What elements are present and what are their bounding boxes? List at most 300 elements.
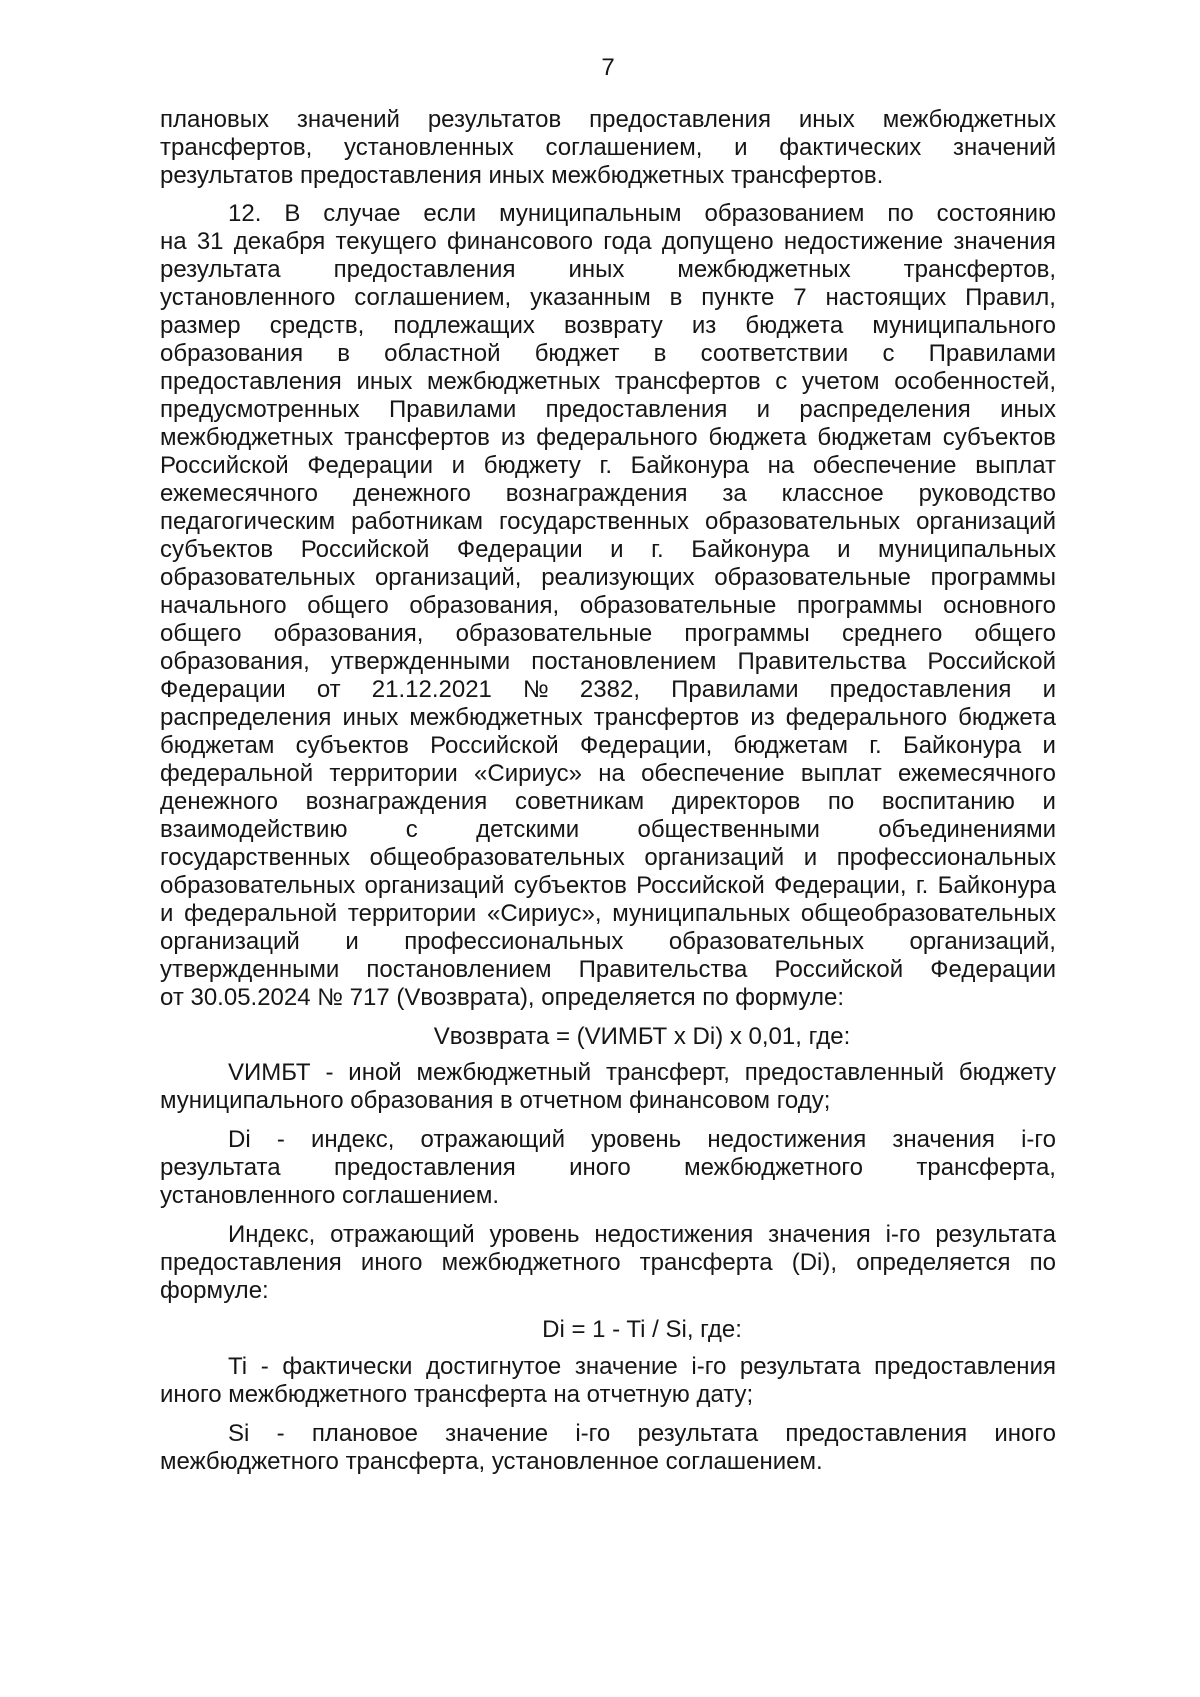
word: утвержденными [160,956,340,983]
word: иного [569,1154,631,1181]
word: выплат [975,452,1056,479]
word: воспитанию [881,788,1015,815]
paragraph-di-definition [160,1126,1056,1210]
word: образовательных [668,928,864,955]
word: объединениями [878,816,1056,843]
word: муниципальным [499,200,682,227]
text-line [160,424,1056,452]
word: бюджету [958,1059,1056,1086]
word: из [500,424,526,451]
word: предоставления [874,1353,1056,1380]
text-line [160,1126,1056,1154]
word: общеобразовательных [800,900,1056,927]
word: плановое [311,1420,418,1447]
word: и [734,134,748,161]
word: и [1042,732,1056,759]
word: соглашением, [545,134,703,161]
word: Российской [927,648,1056,675]
word: денежного [160,788,278,815]
word: В [284,200,301,227]
word: и [837,536,851,563]
word: с [882,340,895,367]
word: Федерации [307,452,433,479]
word: иных [798,106,855,133]
word: Российской [300,536,430,563]
text-line [160,676,1056,704]
word: и [451,452,466,479]
word: достигнутое [426,1353,562,1380]
word: и [160,900,174,927]
word: пункте [701,284,775,311]
text-line [160,340,1056,368]
text-line [160,956,1056,984]
page-number: 7 [601,54,615,81]
word: Федерации [456,536,583,563]
word: образования, [273,620,424,647]
word: трансферта [639,1249,773,1276]
word: обеспечение [812,452,957,479]
word: бюджета [708,424,807,451]
text-line [160,928,1056,956]
word: i-го [1021,1126,1056,1153]
text-line [160,256,1056,284]
text-line: формуле: [160,1277,269,1304]
word: бюджета [958,704,1056,731]
word: на [160,228,187,255]
word: индекс, [310,1126,395,1153]
text-line [160,508,1056,536]
text-line [160,1420,1056,1448]
text-line: установленного соглашением. [160,1182,500,1209]
word: субъектов [295,732,409,759]
word: трансфертов [614,368,761,395]
word: организаций [160,928,300,955]
word: общего [160,620,242,647]
word: № [523,676,549,703]
word: Федерации, [774,872,907,899]
word: подлежащих [393,312,535,339]
word: г. [599,452,612,479]
word: программы [797,592,923,619]
word: соглашением, [354,284,512,311]
word: областной [384,340,501,367]
word: обеспечение [641,760,785,787]
word: распределения [160,704,332,731]
word: ежемесячного [160,480,319,507]
word: допущено [661,228,774,255]
word: предусмотренных [160,396,360,423]
word: программы [930,564,1056,591]
text-line [160,788,1056,816]
word: предоставления [333,1154,516,1181]
word: и [610,536,624,563]
word: предоставления [545,396,728,423]
word: настоящих [825,284,947,311]
word: общего [974,620,1056,647]
word: 21.12.2021 [371,676,492,703]
text-line [160,284,1056,312]
word: трансфертов [593,704,740,731]
paragraph-si-definition [160,1420,1056,1476]
word: организаций [644,844,785,871]
word: отражающий [420,1126,566,1153]
word: межбюджетных [160,424,334,451]
word: организаций, [909,928,1056,955]
word: возврату [563,312,663,339]
word: педагогическим [160,508,336,535]
word: иных [342,704,399,731]
word: на [767,452,795,479]
word: государственных [498,508,689,535]
word: 2382, [579,676,640,703]
paragraph-continuation [160,106,1056,190]
text-line [160,106,1056,134]
word: в [337,340,350,367]
word: от [316,676,341,703]
word: руководство [918,480,1056,507]
word: по [1029,1249,1056,1276]
word: иного [994,1420,1056,1447]
text-line [160,1154,1056,1182]
word: финансового [446,228,594,255]
word: значения [768,1221,871,1248]
word: программы [684,620,810,647]
word: фактически [282,1353,413,1380]
word: территории [329,760,458,787]
word: Si [228,1420,250,1447]
word: профессиональных [404,928,624,955]
word: Российской [636,872,765,899]
word: недостижения [707,1126,867,1153]
word: образования, [409,592,560,619]
word: образовательные [714,564,911,591]
word: «Сириус», [486,900,602,927]
text-line [160,452,1056,480]
word: «Сириус» [474,760,582,787]
word: субъектов [513,872,627,899]
word: предоставленный [744,1059,945,1086]
word: бюджетам [733,732,848,759]
word: Правительства [737,648,907,675]
text-line [160,648,1056,676]
word: классное [781,480,884,507]
word: по [887,200,914,227]
word: межбюджетный [416,1059,592,1086]
word: средств, [269,312,365,339]
word: указанным [530,284,651,311]
word: Федерации [930,956,1056,983]
word: межбюджетного [684,1154,863,1181]
word: субъектов [942,424,1056,451]
word: реализующих [541,564,695,591]
word: определяется [856,1249,1011,1276]
word: общеобразовательных [369,844,625,871]
word: отражающий [330,1221,475,1248]
word: значений [296,106,400,133]
text-line [160,704,1056,732]
text-line [160,872,1056,900]
word: взаимодействию [160,816,348,843]
word: общественными [637,816,820,843]
word: Федерации, [579,732,713,759]
word: трансфертов, [160,134,313,161]
word: i-го [691,1353,727,1380]
word: советникам [514,788,645,815]
word: фактических [779,134,922,161]
word: значение [445,1420,549,1447]
word: образования, [160,648,310,675]
word: недостижение [783,228,944,255]
paragraph-index-intro [160,1221,1056,1305]
word: федерального [536,424,698,451]
text-line: результатов предоставления иных межбюджетных трансфертов. [160,162,884,189]
word: предоставления [160,1249,342,1276]
word: за [722,480,747,507]
text-line [160,134,1056,162]
word: значения [953,228,1056,255]
word: Индекс, [228,1221,316,1248]
word: значение [574,1353,678,1380]
word: иных [568,256,625,283]
word: образовательных [704,508,901,535]
word: бюджетам [817,424,932,451]
word: Правилами [388,396,517,423]
text-line [160,564,1056,592]
word: начального [160,592,287,619]
word: образовательные [579,592,777,619]
word: плановых [160,106,269,133]
paragraph-item-12 [160,200,1056,1012]
word: недостижения [594,1221,754,1248]
text-line: иного межбюджетного трансферта на отчетную дату; [160,1381,754,1408]
word: и [1042,676,1056,703]
word: работникам [351,508,483,535]
word: с [405,816,418,843]
text-line [160,1221,1056,1249]
word: i-го [885,1221,921,1248]
word: результата [637,1420,759,1447]
word: муниципальных [878,536,1056,563]
word: распределения [799,396,971,423]
word: случае [323,200,401,227]
word: иных [1000,396,1056,423]
word: результата [739,1353,861,1380]
word: трансферта, [916,1154,1056,1181]
word: г. [915,872,929,899]
word: денежного [352,480,471,507]
text-line [160,368,1056,396]
text-line [160,620,1056,648]
word: результатов [427,106,562,133]
word: основного [943,592,1056,619]
word: из [691,312,717,339]
word: 7 [793,284,807,311]
word: установленных [344,134,514,161]
word: образовательные [455,620,653,647]
word: организаций [364,872,505,899]
text-line [160,480,1056,508]
word: в [669,284,683,311]
word: директоров [671,788,801,815]
word: если [423,200,477,227]
word: размер [160,312,241,339]
text-line [160,536,1056,564]
word: предоставления [785,1420,968,1447]
text-line [160,732,1056,760]
word: трансфертов [344,424,490,451]
word: i-го [575,1420,611,1447]
word: г. [869,732,882,759]
text-line [160,228,1056,256]
word: межбюджетных [677,256,851,283]
word: уровень [591,1126,682,1153]
text-line: межбюджетного трансферта, установленное соглашением. [160,1448,823,1475]
word: и [756,396,771,423]
text-line: от 30.05.2024 № 717 (Vвозврата), определяется по формуле: [160,984,844,1011]
text-line [160,900,1056,928]
text-line [160,592,1056,620]
word: вознаграждения [505,480,688,507]
word: трансферт, [606,1059,730,1086]
word: Байконура [937,872,1056,899]
word: постановлением [531,648,717,675]
word: и [345,928,359,955]
text-line [160,312,1056,340]
text-line [160,1059,1056,1087]
word: года [603,228,652,255]
word: Байконура [902,732,1022,759]
word: значений [953,134,1056,161]
word: Федерации [160,676,286,703]
word: состоянию [936,200,1056,227]
word: декабря [233,228,326,255]
word: результата [160,256,281,283]
word: муниципальных [612,900,791,927]
text-line [160,200,1056,228]
word: утвержденными [330,648,511,675]
word: и [1042,788,1056,815]
word: 31 [196,228,224,255]
word: по [827,788,855,815]
word: бюджет [534,340,620,367]
word: иного [360,1249,423,1276]
word: бюджету [483,452,581,479]
word: государственных [160,844,351,871]
formula-return-amount: Vвозврата = (VИМБТ x Di) x 0,01, где: [433,1023,851,1050]
word: соответствии [700,340,849,367]
word: Правил, [965,284,1056,311]
word: постановлением [366,956,552,983]
word: предоставления [160,368,342,395]
word: предоставления [333,256,516,283]
word: межбюджетных [427,368,601,395]
word: трансфертов, [903,256,1056,283]
word: значения [892,1126,995,1153]
formula-index: Di = 1 - Ti / Si, где: [542,1316,742,1343]
word: Байконура [630,452,749,479]
word: среднего [841,620,943,647]
word: с [775,368,788,395]
word: межбюджетных [882,106,1056,133]
word: VИМБТ [228,1059,311,1086]
word: Российской [430,732,559,759]
word: на [598,760,625,787]
word: Правилами [928,340,1056,367]
word: особенностей, [894,368,1056,395]
word: образования [160,340,304,367]
text-line [160,760,1056,788]
word: иных [356,368,413,395]
word: (Di), [791,1249,838,1276]
word: г. [651,536,664,563]
text-line [160,844,1056,872]
word: профессиональных [836,844,1056,871]
text-line [160,816,1056,844]
word: - [260,1353,269,1380]
word: общего [307,592,389,619]
word: территории [347,900,477,927]
word: образовательных [160,872,356,899]
word: уровень [489,1221,580,1248]
word: образованием [704,200,865,227]
word: - [276,1420,285,1447]
word: из [750,704,775,731]
word: федеральной [160,760,314,787]
word: Правительства [578,956,748,983]
word: установленного [160,284,336,311]
word: бюджетам [160,732,275,759]
word: в [653,340,667,367]
text-line [160,1249,1056,1277]
word: Байконура [691,536,810,563]
paragraph-ti-definition [160,1353,1056,1409]
word: - [276,1126,285,1153]
paragraph-vimbt-definition [160,1059,1056,1115]
word: Российской [774,956,904,983]
word: - [325,1059,334,1086]
word: детскими [476,816,580,843]
word: ежемесячного [897,760,1056,787]
word: организаций, [374,564,522,591]
word: предоставления [829,676,1012,703]
word: предоставления [589,106,771,133]
word: бюджета [745,312,844,339]
word: образовательных [160,564,356,591]
word: межбюджетных [409,704,583,731]
word: иной [348,1059,402,1086]
text-line [160,396,1056,424]
word: федерального [785,704,948,731]
word: результата [160,1154,281,1181]
word: Ti [228,1353,248,1380]
word: муниципального [872,312,1056,339]
word: выплат [800,760,882,787]
word: 12. [228,200,262,227]
word: результата [935,1221,1056,1248]
word: и [803,844,818,871]
text-line [160,1353,1056,1381]
word: Di [228,1126,251,1153]
word: межбюджетного [441,1249,621,1276]
word: учетом [801,368,880,395]
word: Правилами [671,676,799,703]
document-body [160,106,1056,1476]
text-line: муниципального образования в отчетном финансовом году; [160,1087,831,1114]
word: вознаграждения [305,788,488,815]
word: организаций [916,508,1056,535]
word: Российской [160,452,289,479]
word: федеральной [184,900,338,927]
